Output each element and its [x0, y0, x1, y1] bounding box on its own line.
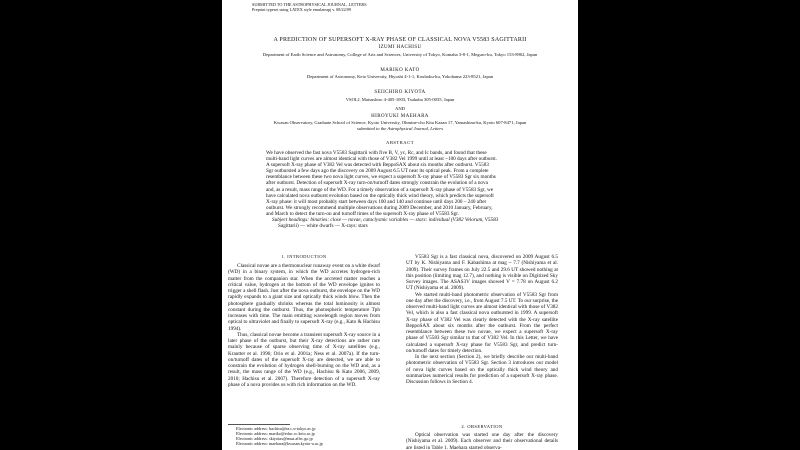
- paper-title: A PREDICTION OF SUPERSOFT X-RAY PHASE OF CLASSICAL NOVA V5583 SAGITTARII: [273, 37, 527, 43]
- author-affiliation: Kwasan Observatory, Graduate School of Science, Kyoto University, Ohmine-cho Kita Kazan 17, Yamashina-ku, Kyoto 607-8471, Japan: [273, 120, 527, 125]
- left-column-text: [228, 263, 380, 418]
- author-name: HIROYUKI MAEHARA: [371, 114, 429, 119]
- email-footnote: Electronic address: hachisu@ea.c.u-tokyo.ac.jp: [236, 426, 316, 431]
- section-heading-introduction: 1. INTRODUCTION: [281, 254, 327, 259]
- email-footnote: Electronic address: maehara@kwasan.kyoto-u.ac.jp: [236, 441, 323, 446]
- author-affiliation: Department of Astronomy, Keio University, Hiyoshi 4-1-1, Kouhoku-ku, Yokohama 223-8521, Japan: [306, 74, 494, 79]
- paragraph: We started multi-band photometric observation of V5583 Sgr from one day after the discovery, i.e., from August 7.5 UT. To our surprise, the observed multi-band light curves are almost identical with those of V382 Vel, which is also a fast classical nova outbursted in 1999. A supersoft X-ray phase of V382 Vel was clearly detected with the X-ray satellite BeppoSAX about six months after the outburst. From the perfect resemblance between these two novae, we expect a supersoft X-ray phase of V5583 Sgr similar to that of V382 Vel. In this Letter, we have calculated a supersoft X-ray phase for V5583 Sgr, and predict turn-on/turnoff dates for timely detection.: [406, 291, 558, 354]
- paragraph: In the next section (Section 2), we briefly describe our multi-band photometric observation of V5583 Sgr. Section 3 introduces our model of nova light curves based on the optically thick wind theory and summarizes numerical results for prediction of a supersoft X-ray phase. Discussion follows in Section 4.: [406, 354, 558, 385]
- abstract-line: multi-band light curves are almost identical with those of V382 Vel 1999 until at least ~100 days after outburst.: [266, 156, 497, 163]
- paragraph: V5583 Sgr is a fast classical nova, discovered on 2009 August 6.5 UT by K. Nishiyama and F. Kabashima at mag ~ 7.7 (Nishiyama et al. 2009). Their survey frames on July 22.5 and 29.6 UT showed nothing at this position (limiting mag 12.7), and nothing is visible on Digitized Sky Survey images. The ASAS3V images showed V = 7.78 on August 6.2 UT (Nishiyama et al. 2009).: [406, 254, 558, 292]
- author-name: MARIKO KATO: [380, 68, 420, 73]
- submitted-note: submitted to the Astrophysical Journal, Letters: [356, 126, 443, 131]
- author-affiliation: Department of Earth Science and Astronomy, College of Arts and Sciences, University of Tokyo, Komaba 3-8-1, Meguro-ku, Tokyo 153-8902, Japan: [262, 52, 538, 57]
- observation-text: [406, 432, 558, 450]
- right-column-text: [406, 254, 558, 422]
- footnote-rule: [228, 424, 290, 425]
- paragraph: Classical novae are a thermonuclear runaway event on a white dwarf (WD) in a binary system, in which the WD accretes hydrogen-rich matter from the companion star. When the accreted matter reaches a critical value, hydrogen at the bottom of the WD envelope ignites to trigger a shell flash. Just after the nova outburst, the envelope on the WD rapidly expands to a giant size and optically thick winds blow. Then the photosphere gradually shrinks whereas the total luminosity is almost constant during the outburst. Thus, the photospheric temperature Tph increases with time. The main emitting wavelength region moves from optical to ultraviolet and finally to supersoft X-ray (e.g., Kato & Hachisu 1994).: [228, 263, 380, 332]
- paragraph: Optical observation was started one day after the discovery (Nishiyama et al. 2009). Each observer and their observational details are listed in Table 1. Maehara started observa-: [406, 432, 558, 450]
- and-separator: AND: [395, 106, 405, 111]
- abstract-line: and, as a result, mass range of the WD. For a timely observation of a supersoft X-ray phase of V5583 Sgr, we: [266, 186, 494, 193]
- abstract-line: A supersoft X-ray phase of V382 Vel was detected with BeppoSAX about six months after outburst. V5583: [266, 162, 489, 169]
- abstract-line: and March to detect the turn-on and turnoff times of the supersoft X-ray phase of V5583 Sgr.: [266, 210, 459, 217]
- paragraph: Thus, classical novae become a transient supersoft X-ray source in a later phase of the outburst, but their X-ray detections are rather rare mainly because of sparse observing time of X-ray satellites (e.g., Krautter et al. 1996; Orio et al. 2001a; Ness et al. 2007a). If the turn-on/turnoff dates of the supersoft X-ray are detected, we are able to constrain the evolution of hydrogen shell-burning on the WD and, as a result, the mass range of the WD (e.g., Hachisu & Kato 2006, 2009, 2010; Hachisu et al. 2007). Therefore detection of a supersoft X-ray phase of a nova provides us with rich information on the WD.: [228, 331, 380, 388]
- journal-line: SUBMITTED TO THE ASTROPHYSICAL JOURNAL, LETTERS: [252, 2, 367, 7]
- preprint-line: Preprint typeset using LATEX style emulateapj v. 08/22/09: [252, 7, 352, 12]
- abstract-body: [266, 150, 536, 229]
- abstract-line: after outburst. Detection of supersoft X-ray turn-on/turnoff dates strongly constrain the evolution of a nova: [266, 180, 488, 187]
- paper-page: [222, 0, 578, 450]
- abstract-line: outburst. We strongly recommend multiple observations during 2009 December, and 2010 January, February,: [266, 204, 493, 211]
- abstract-line: have calculated nova outburst evolution based on the optically thick wind theory, which predicts the supersoft: [266, 192, 494, 199]
- abstract-line: X-ray phase: it will most probably start between days 100 and 140 and continue until days 200 – 240 after: [266, 198, 487, 205]
- section-heading-observation: 2. OBSERVATION: [461, 424, 503, 429]
- subject-headings-cont: Sagittarii) — white dwarfs — X-rays: stars: [278, 223, 368, 230]
- abstract-line: resemblance between these two nova light curves, we expect a supersoft X-ray phase of V5583 Sgr six months: [266, 174, 496, 181]
- email-footnote: Electronic address: skiyotax@mua.affrc.go.jp: [236, 436, 313, 441]
- abstract-line: We have observed the fast nova V5583 Sagittarii with five B, V, yc, Rc, and Ic bands, and found that these: [266, 150, 487, 156]
- email-footnote: Electronic address: mariko@educ.cc.keio.ac.jp: [236, 431, 315, 436]
- author-name: SEIICHIRO KIYOTA: [374, 90, 426, 95]
- author-name: IZUMI HACHISU: [378, 45, 422, 50]
- abstract-line: Sgr outbursted a few days ago the discovery on 2009 August 6.5 UT near its optical peak. From a complete: [266, 168, 489, 175]
- author-affiliation: VSOLJ, Matsushiro 4-405-1003, Tsukuba 305-0035, Japan: [345, 97, 455, 102]
- subject-headings: Subject headings: binaries: close — novae, cataclysmic variables — stars: individual (V382 Velorum, V5583: [272, 217, 499, 224]
- abstract-heading: ABSTRACT: [386, 140, 414, 145]
